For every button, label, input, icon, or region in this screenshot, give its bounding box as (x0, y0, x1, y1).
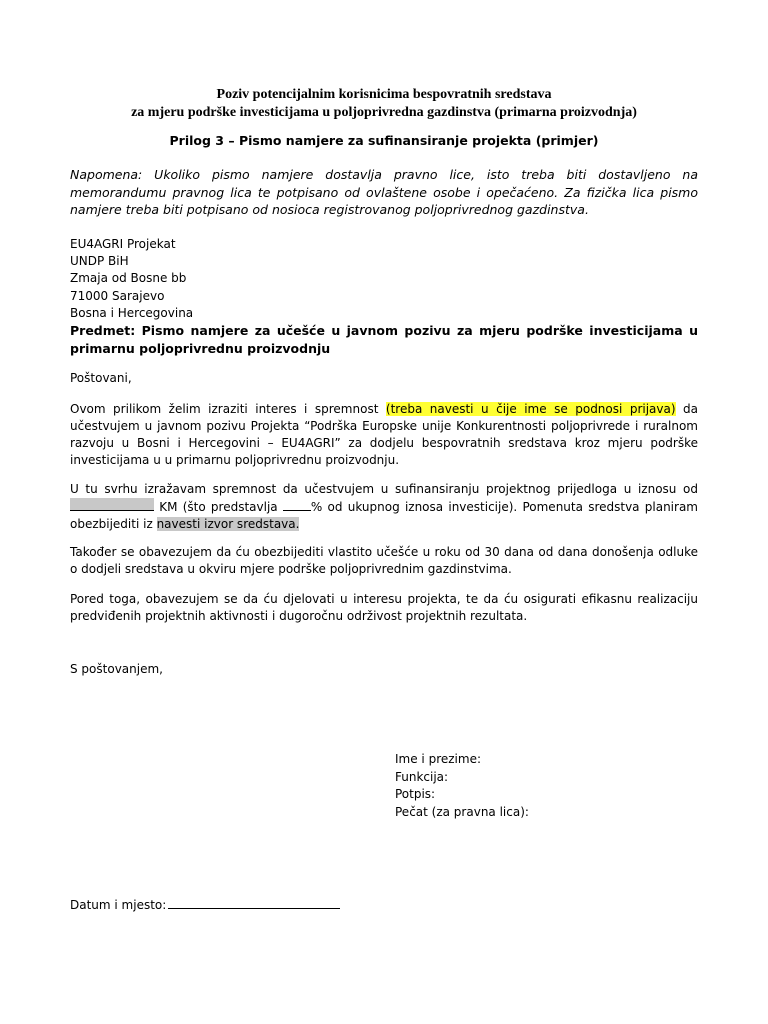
paragraph-obligation: Također se obavezujem da ću obezbijediti vlastito učešće u roku od 30 dana od dana donošenja odluke o dodjeli sredstava u okviru mjere podrške poljoprivrednim gazdinstvima. (70, 545, 698, 576)
address-line-2: UNDP BiH (70, 254, 129, 269)
paragraph-interest-text-a: Ovom prilikom želim izraziti interes i spremnost (70, 402, 386, 416)
date-place-blank (168, 896, 340, 909)
address-line-3: Zmaja od Bosne bb (70, 271, 187, 286)
note-paragraph: Napomena: Ukoliko pismo namjere dostavlja pravno lice, isto treba biti dostavljeno na memorandumu pravnog lica te potpisano od ovlaštene osobe i opečaćeno. Za fizička lica pismo namjere treba biti potpisano od nosioca registrovanog poljoprivrednog gazdinstva. (70, 167, 698, 217)
closing-salutation: S poštovanjem, (70, 662, 163, 676)
signature-name-label: Ime i prezime: (395, 752, 481, 766)
subject-line: Predmet: Pismo namjere za učešće u javnom pozivu za mjeru podrške investicijama u primarnu poljoprivrednu proizvodnju (70, 323, 698, 356)
paragraph-cofinancing-text-a: U tu svrhu izražavam spremnost da učestvujem u sufinansiranju projektnog prijedloga u iznosu od (70, 482, 698, 496)
paragraph-cofinancing (70, 481, 698, 533)
signature-sign-label: Potpis: (395, 787, 436, 801)
signature-function-label: Funkcija: (395, 769, 449, 784)
address-line-5: Bosna i Hercegovina (70, 305, 194, 320)
paragraph-commitment: Pored toga, obavezujem se da ću djelovati u interesu projekta, te da ću osigurati efikasnu realizaciju predviđenih projektnih aktivnosti i dugoročnu održivost projektnih rezultata. (70, 592, 698, 623)
date-place-label: Datum i mjesto: (70, 898, 167, 912)
date-place-line (70, 896, 340, 912)
address-line-1: EU4AGRI Projekat (70, 237, 176, 251)
applicant-highlight: (treba navesti u čije ime se podnosi prijava) (385, 402, 676, 416)
greeting: Poštovani, (70, 371, 132, 385)
signature-block (395, 751, 529, 821)
title-line-1: Poziv potencijalnim korisnicima bespovratnih sredstava (216, 87, 552, 102)
paragraph-interest (70, 401, 698, 469)
percentage-blank (283, 498, 311, 511)
address-line-4: 71000 Sarajevo (70, 288, 165, 303)
title-line-2: za mjeru podrške investicijama u poljoprivredna gazdinstva (primarna proizvodnja) (131, 105, 637, 120)
recipient-address (70, 236, 193, 322)
paragraph-cofinancing-text-b: KM (što predstavlja (154, 500, 283, 514)
amount-km-blank (70, 498, 154, 511)
funding-source-highlight: navesti izvor sredstava. (156, 517, 300, 531)
signature-stamp-label: Pečat (za pravna lica): (395, 804, 529, 819)
document-subtitle: Prilog 3 – Pismo namjere za sufinansiranje projekta (primjer) (169, 133, 599, 148)
paragraph-cofinancing-text-c: % od ukupnog iznosa investicije). Pomenuta sredstva planiram obezbijediti iz (70, 500, 698, 531)
paragraph-interest-text-b: da učestvujem u javnom pozivu Projekta “Podrška Europske unije Konkurentnosti poljoprivrede i ruralnom razvoju u Bosni i Hercegovini – EU4AGRI” za dodjelu bespovratnih sredstava kroz mjeru podrške investicijama u u primarnu poljoprivrednu proizvodnju. (70, 402, 698, 467)
document-title (0, 86, 768, 122)
